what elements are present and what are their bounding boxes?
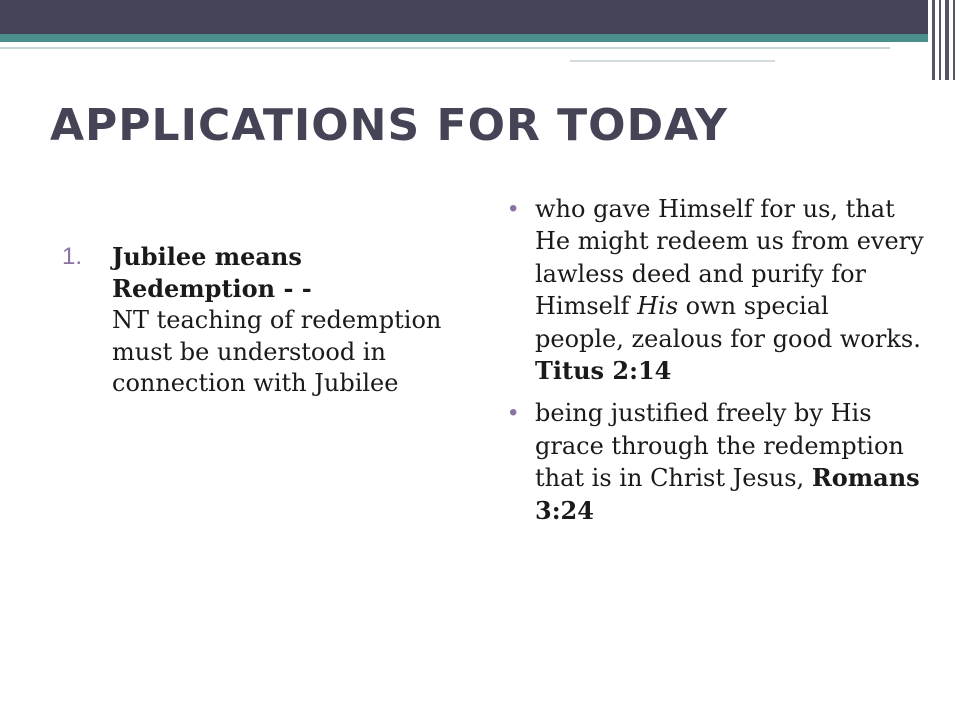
slide-title: APPLICATIONS FOR TODAY [50,100,728,151]
bullet-item [505,193,925,387]
heading-line-1: Jubilee means [112,242,302,271]
corner-stripe [939,0,941,80]
corner-stripe [945,0,949,80]
header-bar [0,0,960,34]
left-column [62,241,462,399]
corner-stripes [928,0,960,80]
corner-stripe [953,0,955,80]
verse-text: who gave Himself for us, that He might redeem us from every lawless deed and purify for Himself [535,195,924,321]
list-item-text [112,241,462,399]
verse-text: being justified freely by His grace through the redemption that is in Christ Jesus, [535,399,904,493]
verse-text-cont: own special people, zealous for good works. [535,292,921,353]
accent-bar [0,34,960,42]
corner-stripe [932,0,935,80]
scripture-reference: Titus 2:14 [535,355,672,385]
divider-line-short [570,60,775,62]
bullet-icon: • [509,399,518,427]
right-column [505,193,925,537]
verse-italic: His [637,292,679,321]
scripture-reference: Romans 3:24 [535,463,920,525]
bullet-icon: • [509,195,518,222]
list-number: 1. [62,243,83,270]
bullet-item [505,397,925,527]
body-text: NT teaching of redemption must be understood in connection with Jubilee [112,306,442,397]
heading-line-2: Redemption - - [112,274,312,304]
divider-line [0,47,890,49]
